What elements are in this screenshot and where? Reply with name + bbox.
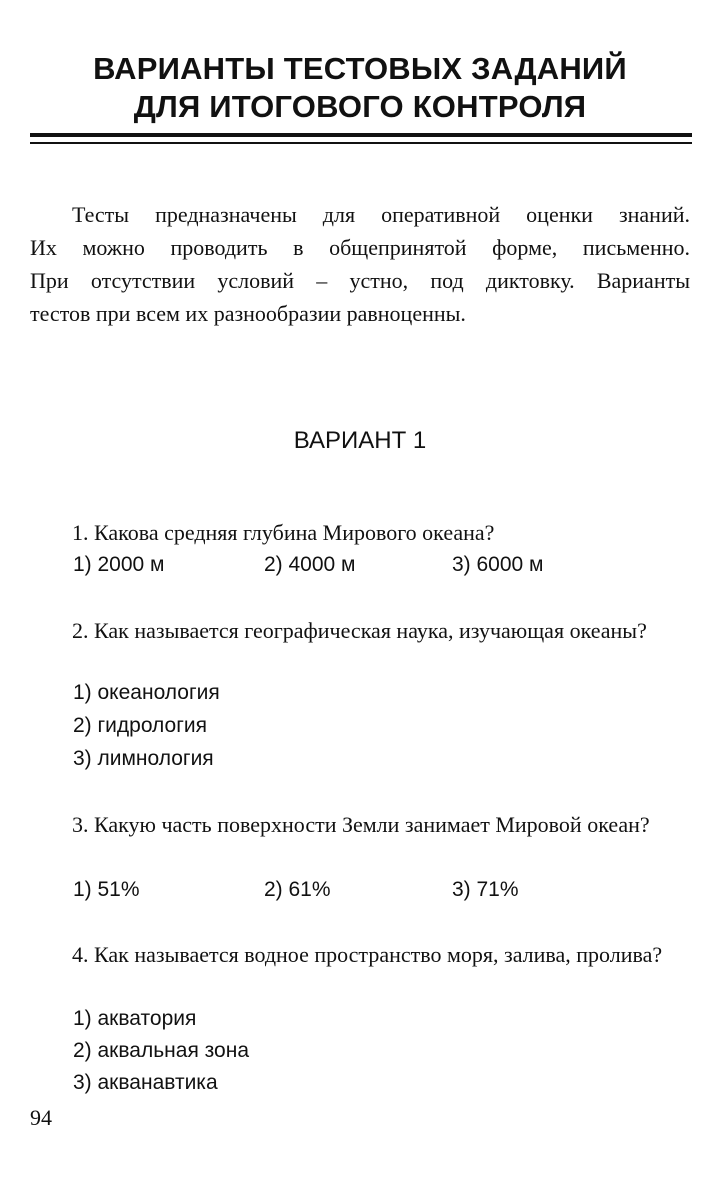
question-2-option-1: 1) океанология bbox=[73, 681, 220, 704]
question-line: 2. Как называется географическая наука, изучающая bbox=[72, 618, 565, 643]
question-4-option-3: 3) акванавтика bbox=[73, 1071, 218, 1094]
page-title-line-1: ВАРИАНТЫ ТЕСТОВЫХ ЗАДАНИЙ bbox=[93, 51, 627, 86]
page-title-line-2: ДЛЯ ИТОГОВОГО КОНТРОЛЯ bbox=[133, 89, 587, 124]
question-3-option-2: 2) 61% bbox=[264, 878, 331, 901]
question-line: 1. Какова средняя глубина Мирового океана? bbox=[72, 520, 495, 545]
question-4-option-1: 1) акватория bbox=[73, 1007, 197, 1030]
question-1-text bbox=[30, 516, 690, 549]
question-line: океан? bbox=[587, 812, 650, 837]
title-rule-thick bbox=[30, 133, 692, 137]
variant-heading: ВАРИАНТ 1 bbox=[293, 427, 427, 454]
question-1-option-3: 3) 6000 м bbox=[452, 553, 544, 576]
question-4-option-2: 2) аквальная зона bbox=[73, 1039, 249, 1062]
page-number: 94 bbox=[30, 1105, 52, 1130]
question-4-text bbox=[30, 938, 690, 971]
question-1-option-2: 2) 4000 м bbox=[264, 553, 356, 576]
intro-line: Их можно проводить в общепринятой форме, письменно. bbox=[30, 235, 690, 260]
question-1-option-1: 1) 2000 м bbox=[73, 553, 165, 576]
question-line: пролива? bbox=[576, 942, 663, 967]
intro-line: Тесты предназначены для оперативной оценки знаний. bbox=[72, 202, 690, 227]
question-3-option-3: 3) 71% bbox=[452, 878, 519, 901]
question-line: 4. Как называется водное пространство моря, залива, bbox=[72, 942, 571, 967]
question-line: 3. Какую часть поверхности Земли занимает Мировой bbox=[72, 812, 582, 837]
question-line: океаны? bbox=[569, 618, 647, 643]
question-2-option-2: 2) гидрология bbox=[73, 714, 207, 737]
question-3-text bbox=[30, 808, 690, 841]
intro-line: тестов при всем их разнообразии равноценны. bbox=[30, 301, 466, 326]
intro-paragraph bbox=[30, 198, 690, 330]
question-3-option-1: 1) 51% bbox=[73, 878, 140, 901]
question-2-option-3: 3) лимнология bbox=[73, 747, 214, 770]
intro-line: При отсутствии условий – устно, под диктовку. Варианты bbox=[30, 268, 690, 293]
title-rule-thin bbox=[30, 142, 692, 144]
question-2-text bbox=[30, 614, 690, 647]
